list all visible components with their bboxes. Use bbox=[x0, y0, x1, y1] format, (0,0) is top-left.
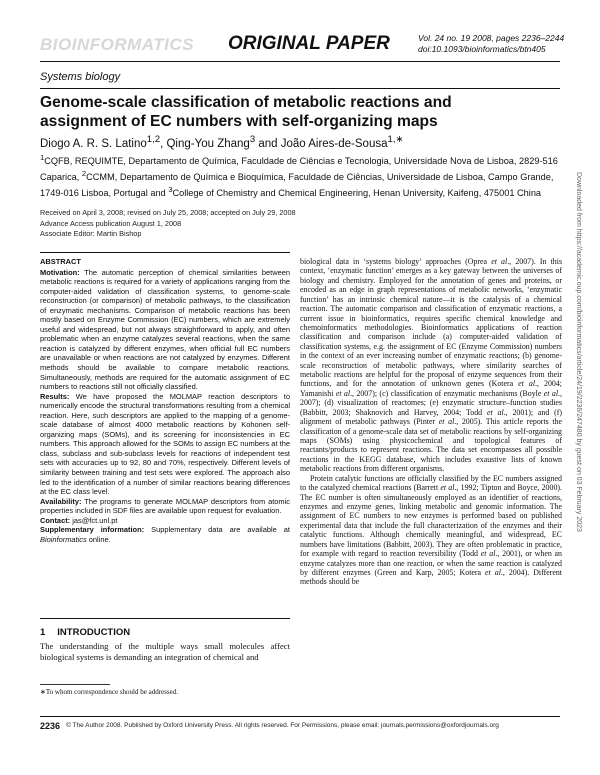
footer-rule bbox=[40, 716, 560, 717]
paper-type: ORIGINAL PAPER bbox=[228, 33, 390, 54]
author-separator: , bbox=[160, 137, 167, 150]
author-separator: and bbox=[255, 137, 281, 150]
results-label: Results: bbox=[40, 391, 70, 401]
body-text: ., 2004; Yamanishi bbox=[300, 379, 562, 398]
author-list bbox=[40, 134, 404, 150]
et-al: et al bbox=[485, 567, 501, 577]
affiliation-text: CCMM, Departamento de Química e Bioquímica, Faculdade de Ciências, Universidade de Lisboa, Campo Grande, 1749-016 Lisboa, Portugal and bbox=[40, 172, 554, 198]
abstract bbox=[40, 257, 290, 544]
abstract-availability bbox=[40, 497, 290, 516]
supplementary-journal: Bioinformatics bbox=[40, 534, 87, 544]
page-number: 2236 bbox=[40, 721, 61, 731]
doi[interactable]: doi:10.1093/bioinformatics/btn405 bbox=[418, 44, 546, 54]
intro-paragraph: The understanding of the multiple ways small molecules affect biological systems is demanding an integration of chemical and bbox=[40, 641, 290, 662]
supplementary-label: Supplementary information: bbox=[40, 525, 145, 535]
journal-name: BIOINFORMATICS bbox=[40, 35, 195, 54]
body-text: Protein catalytic functions are officially classified by the EC numbers assigned to the catalyzed chemical reactions (Barrett bbox=[300, 473, 562, 493]
affiliation-text: College of Chemistry and Chemical Engineering, Henan University, Kaifeng, 475001 China bbox=[172, 188, 542, 198]
body-paragraph bbox=[300, 474, 562, 587]
abstract-motivation bbox=[40, 268, 290, 392]
volume-line: Vol. 24 no. 19 2008, pages 2236–2244 bbox=[418, 33, 565, 43]
abstract-bottom-rule bbox=[40, 618, 290, 619]
affiliation-marker: 2 bbox=[81, 168, 87, 178]
footnote-rule bbox=[40, 684, 110, 685]
affiliation-marker: 1 bbox=[40, 153, 45, 162]
abstract-contact bbox=[40, 516, 290, 526]
affiliation-text: CQFB, REQUIMTE, Departamento de Química, Faculdade de Ciências e Tecnologia, Universidade Nova de Lisboa, 2829-516 Caparica, bbox=[40, 156, 558, 183]
et-al: et al bbox=[480, 549, 496, 559]
body-text: ., 2007). In this context, ‘enzymatic function’ emerges as a key gateway between the universes of biology and chemistry. Employed for the annotation of genes and proteins, or encoded as an edge in graph representations of metabolic networks, ‘enzymatic function’ has an intrinsic chemical nature—it is the catalysis of a chemical reaction. The automatic comparison and classification of enzymatic reactions, a current issue in bioinformatics, requires specific chemical knowledge and chemoinformatics methodologies. Bioinformatics applications of reaction classification and comparison include (a) computer-aided validation of classification systems, e.g. the assignment of EC (Enzyme Commission) numbers in the context of an ever increasing number of enzymatic reactions; (b) genome-scale reconstruction of metabolic pathways, where similarity searches of metabolic reactions are helpful for the proposal of enzyme sequences from their functions, and for the annotation of unknown genes (Kotera bbox=[300, 257, 563, 389]
body-text: ., 2004). Different methods should be bbox=[300, 567, 562, 587]
correspondence-footnote: ∗To whom correspondence should be addressed. bbox=[40, 688, 178, 696]
availability-label: Availability: bbox=[40, 496, 82, 506]
body-text: ., 2007); (c) classification of enzymatic mechanisms (Boyle bbox=[350, 388, 544, 398]
supplementary-text-end: online. bbox=[86, 534, 111, 544]
et-al: et al bbox=[518, 379, 536, 389]
intro-number: 1 bbox=[40, 627, 46, 638]
affiliations bbox=[40, 152, 560, 200]
copyright-line: © The Author 2008. Published by Oxford University Press. All rights reserved. For Permissions, please email: journals.permissions@oxfordjournals.org bbox=[66, 722, 499, 729]
et-al: et al bbox=[491, 257, 508, 266]
header-rule bbox=[40, 61, 560, 62]
intro-title: INTRODUCTION bbox=[57, 627, 131, 638]
author-superscript: 3 bbox=[249, 134, 256, 145]
body-text: ., 2001), or when an enzyme catalyzes more than one reaction, or when the same reaction is catalyzed by different enzymes (Green and Karp, 2005; Kotera bbox=[300, 549, 562, 577]
motivation-text: The automatic perception of chemical similarities between metabolic reactions is required for a variety of applications ranging from the computer-aided validation of classification systems, to genome-scale reconstruction (or comparison) of metabolic pathways, to the classification of enzymatic mechanisms. Comparison of metabolic reactions has been mostly based on Enzyme Commission (EC) numbers, which are extremely useful and widespread, but not always straightforward to apply, and often problematic when an enzyme catalyzes several reactions, when the same reaction is catalyzed by different enzymes, when official full EC numbers are unavailable or when reactions are not catalyzed by enzymes. Different methods should be available to compare metabolic reactions. Simultaneously, methods are required for the automatic assignment of EC numbers to reactions still not officially classified. bbox=[40, 267, 290, 392]
body-text: ., 2007); (d) visualization of reactomes; (e) enzymatic structure–function studies (Babbitt, 2003; Shaknovich and Harvey, 2004; Todd bbox=[300, 388, 562, 417]
abstract-top-rule bbox=[40, 252, 290, 253]
supplementary-text: Supplementary data are available at bbox=[144, 525, 290, 535]
body-text: biological data in ‘systems biology’ approaches (Oprea bbox=[300, 257, 492, 266]
received-dates: Received on April 3, 2008; revised on July 25, 2008; accepted on July 29, 2008 bbox=[40, 208, 296, 217]
article-title: Genome-scale classification of metabolic reactions and assignment of EC numbers with self-organizing maps bbox=[40, 94, 452, 130]
section-label: Systems biology bbox=[40, 71, 121, 83]
section-rule bbox=[40, 88, 560, 89]
affiliation-marker: 3 bbox=[168, 184, 173, 194]
author-superscript: 1,2 bbox=[146, 134, 161, 145]
publication-meta bbox=[418, 33, 564, 55]
availability-text: The programs to generate MOLMAP descriptors from atomic properties included in SDF files are available upon request for evaluation. bbox=[40, 496, 290, 516]
et-al: et al bbox=[440, 483, 455, 493]
et-al: et al bbox=[543, 388, 559, 398]
body-right-column bbox=[300, 257, 562, 587]
associate-editor: Associate Editor: Martin Bishop bbox=[40, 229, 142, 238]
abstract-results bbox=[40, 392, 290, 497]
body-paragraph bbox=[300, 257, 562, 474]
motivation-label: Motivation: bbox=[40, 267, 80, 277]
author-name: Qing-You Zhang bbox=[166, 137, 250, 150]
body-text: ., 1992; Tipton and Boyce, 2000). The EC number is often simultaneously employed as an identifier of reactions, enzymes and enzyme genes, linking metabolic and genomic information. The assignment of EC numbers to new enzymes is performed based on published experimental data that include the full characterization of the enzymes and their catalytic functions. Although chemically meaningful, and widespread, EC numbers have limitations (Babbitt, 2003). They are often problematic in practice, for example with regard to reaction reversibility (Todd bbox=[300, 483, 562, 559]
et-al: et al bbox=[486, 407, 504, 417]
author-name: João Aires-de-Sousa bbox=[280, 137, 388, 150]
advance-access: Advance Access publication August 1, 2008 bbox=[40, 218, 182, 228]
results-text: We have proposed the MOLMAP reaction descriptors to numerically encode the structural transformations resulting from a chemical reaction. Here, such descriptors are applied to the mapping of a genome-scale database of almost 4000 metabolic reactions by Kohonen self-organizing maps (SOMs), and its screening for inconsistencies in EC numbers. This approach allowed for the SOMs to assign EC numbers at the class, subclass and sub-subclass levels for reactions of independent test sets with accuracies up to 92, 80 and 70%, respectively. Different levels of similarity between training and test sets were explored. The approach also led to the identification of a number of similar reactions bearing differences at the EC class level. bbox=[40, 391, 290, 497]
body-text: ., 2005). This article reports the classification of a genome-scale data set of metabolic reactions by self-organizing maps (SOMs) using physicochemical and topological features of reactants/products to represent reactions. The data set encompasses all possible reactions in the KEGG database, which includes exaustive lists of known metabolic reactions from different organisms. bbox=[300, 417, 562, 474]
et-al: et al bbox=[438, 417, 455, 427]
abstract-supplementary bbox=[40, 525, 290, 544]
et-al: et al bbox=[335, 388, 351, 398]
author-superscript: 1,∗ bbox=[387, 134, 404, 145]
author-name: Diogo A. R. S. Latino bbox=[40, 137, 147, 150]
contact-label: Contact: bbox=[40, 515, 71, 525]
article-history bbox=[40, 208, 560, 240]
download-watermark: Downloaded from https://academic.oup.com/bioinformatics/article/24/19/2236/247480 by guest on 03 February 2023 bbox=[575, 172, 582, 532]
contact-email[interactable]: jas@fct.unl.pt bbox=[70, 515, 118, 525]
intro-heading bbox=[40, 627, 142, 638]
body-text: ., 2001); and (f) alignment of metabolic pathways (Pinter bbox=[300, 407, 563, 427]
abstract-heading: ABSTRACT bbox=[40, 257, 81, 266]
